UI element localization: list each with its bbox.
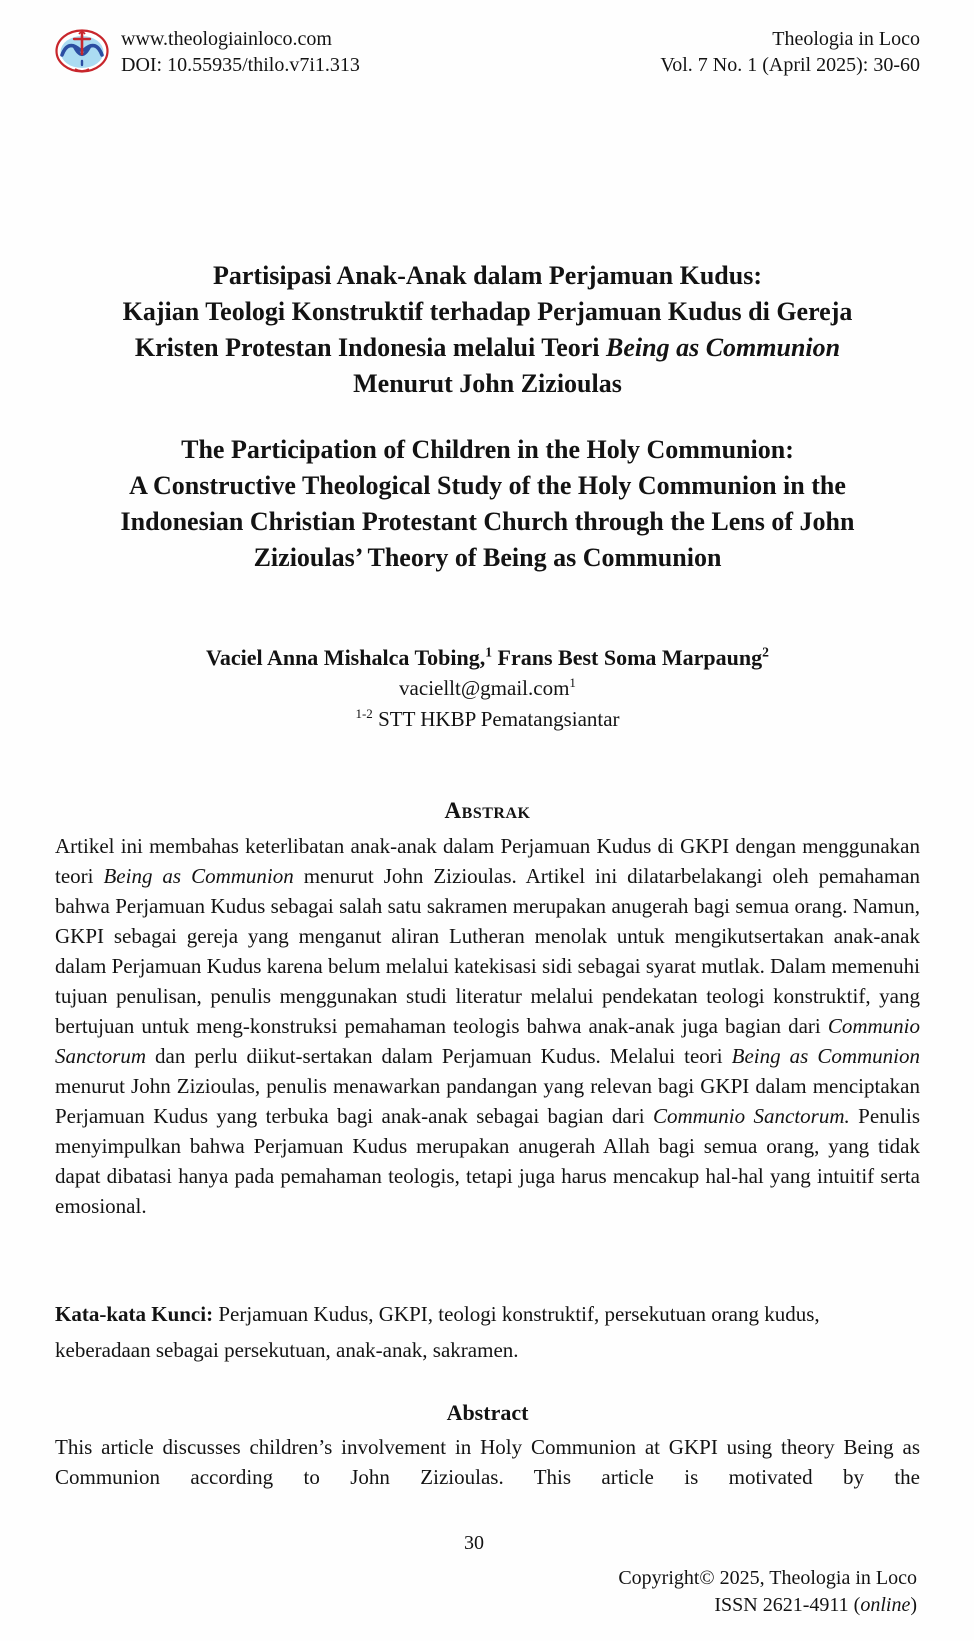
title-id-line: Kajian Teologi Konstruktif terhadap Perjamuan Kudus di Gereja bbox=[122, 297, 853, 326]
page-header bbox=[55, 26, 920, 78]
header-left-text bbox=[121, 26, 360, 78]
journal-issue: Vol. 7 No. 1 (April 2025): 30-60 bbox=[660, 54, 920, 76]
header-right bbox=[660, 26, 920, 78]
abstract-en-paragraph: This article discusses children’s involvement in Holy Communion at GKPI using theory Being as Communion according to John Zizioulas. This article is motivated by the bbox=[55, 1435, 920, 1489]
article-title-indonesian bbox=[55, 258, 920, 402]
article-title-english bbox=[55, 432, 920, 576]
title-en-line: Indonesian Christian Protestant Church through the Lens of John bbox=[120, 507, 855, 536]
abstract-en-heading: Abstract bbox=[446, 1400, 529, 1425]
author-affiliation: $^{1-2}$ STT HKBP Pematangsiantar bbox=[355, 706, 620, 731]
title-id-line: Partisipasi Anak-Anak dalam Perjamuan Kudus: bbox=[213, 261, 762, 290]
copyright-block bbox=[55, 1565, 917, 1619]
author-block bbox=[55, 642, 920, 735]
journal-name: Theologia in Loco bbox=[772, 28, 920, 50]
author-email: vaciellt@gmail.com$^1$ bbox=[399, 675, 576, 700]
title-id-line: Menurut John Zizioulas bbox=[353, 369, 622, 398]
abstrak-heading: Abstrak bbox=[444, 798, 531, 823]
issn-line: ISSN 2621-4911 (online) bbox=[714, 1594, 917, 1616]
abstrak-paragraph: Artikel ini membahas keterlibatan anak-anak dalam Perjamuan Kudus di GKPI dengan menggunakan teori Being as Communion menurut John Zizioulas. Artikel ini dilatarbelakangi oleh pemahaman bahwa Perjamuan Kudus sebagai salah satu sakramen merupakan anugerah bagi semua orang. Namun, GKPI sebagai gereja yang menganut aliran Lutheran menolak untuk mengikutsertakan anak-anak dalam Perjamuan Kudus karena belum melalui katekisasi sidi sebagai syarat mutlak. Dalam memenuhi tujuan penulisan, penulis menggunakan studi literatur melalui pendekatan teologi konstruktif, yang bertujuan untuk meng-konstruksi pemahaman teologis bahwa anak-anak juga bagian dari Communio Sanctorum dan perlu diikut-sertakan dalam Perjamuan Kudus. Melalui teori Being as Communion menurut John Zizioulas, penulis menawarkan pandangan yang relevan bagi GKPI dalam menciptakan Perjamuan Kudus yang terbuka bagi anak-anak sebagai bagian dari Communio Sanctorum. Penulis menyimpulkan bahwa Perjamuan Kudus merupakan anugerah Allah bagi semua orang, yang tidak dapat dibatasi hanya pada pemahaman teologis, tetapi juga harus mencakup hal-hal yang intuitif serta emosional. bbox=[55, 834, 921, 1218]
title-en-line: Zizioulas’ Theory of Being as Communion bbox=[253, 543, 722, 572]
theologia-in-loco-logo-icon bbox=[55, 27, 109, 77]
header-left bbox=[55, 26, 360, 78]
copyright-line: Copyright© 2025, Theologia in Loco bbox=[618, 1567, 917, 1589]
title-id-line: Kristen Protestan Indonesia melalui Teori Being as Communion bbox=[134, 333, 841, 362]
title-en-line: A Constructive Theological Study of the Holy Communion in the bbox=[129, 471, 846, 500]
author-names: Vaciel Anna Mishalca Tobing,$^1$ Frans Best Soma Marpaung$^2$ bbox=[206, 644, 769, 670]
journal-doi: DOI: 10.55935/thilo.v7i1.313 bbox=[121, 54, 360, 76]
keywords-paragraph: Kata-kata Kunci: Perjamuan Kudus, GKPI, teologi konstruktif, persekutuan orang kudus, keberadaan sebagai persekutuan, anak-anak, sakramen. bbox=[55, 1302, 820, 1362]
page-number: 30 bbox=[464, 1532, 484, 1554]
title-en-line: The Participation of Children in the Holy Communion: bbox=[181, 435, 794, 464]
journal-website: www.theologiainloco.com bbox=[121, 28, 332, 50]
